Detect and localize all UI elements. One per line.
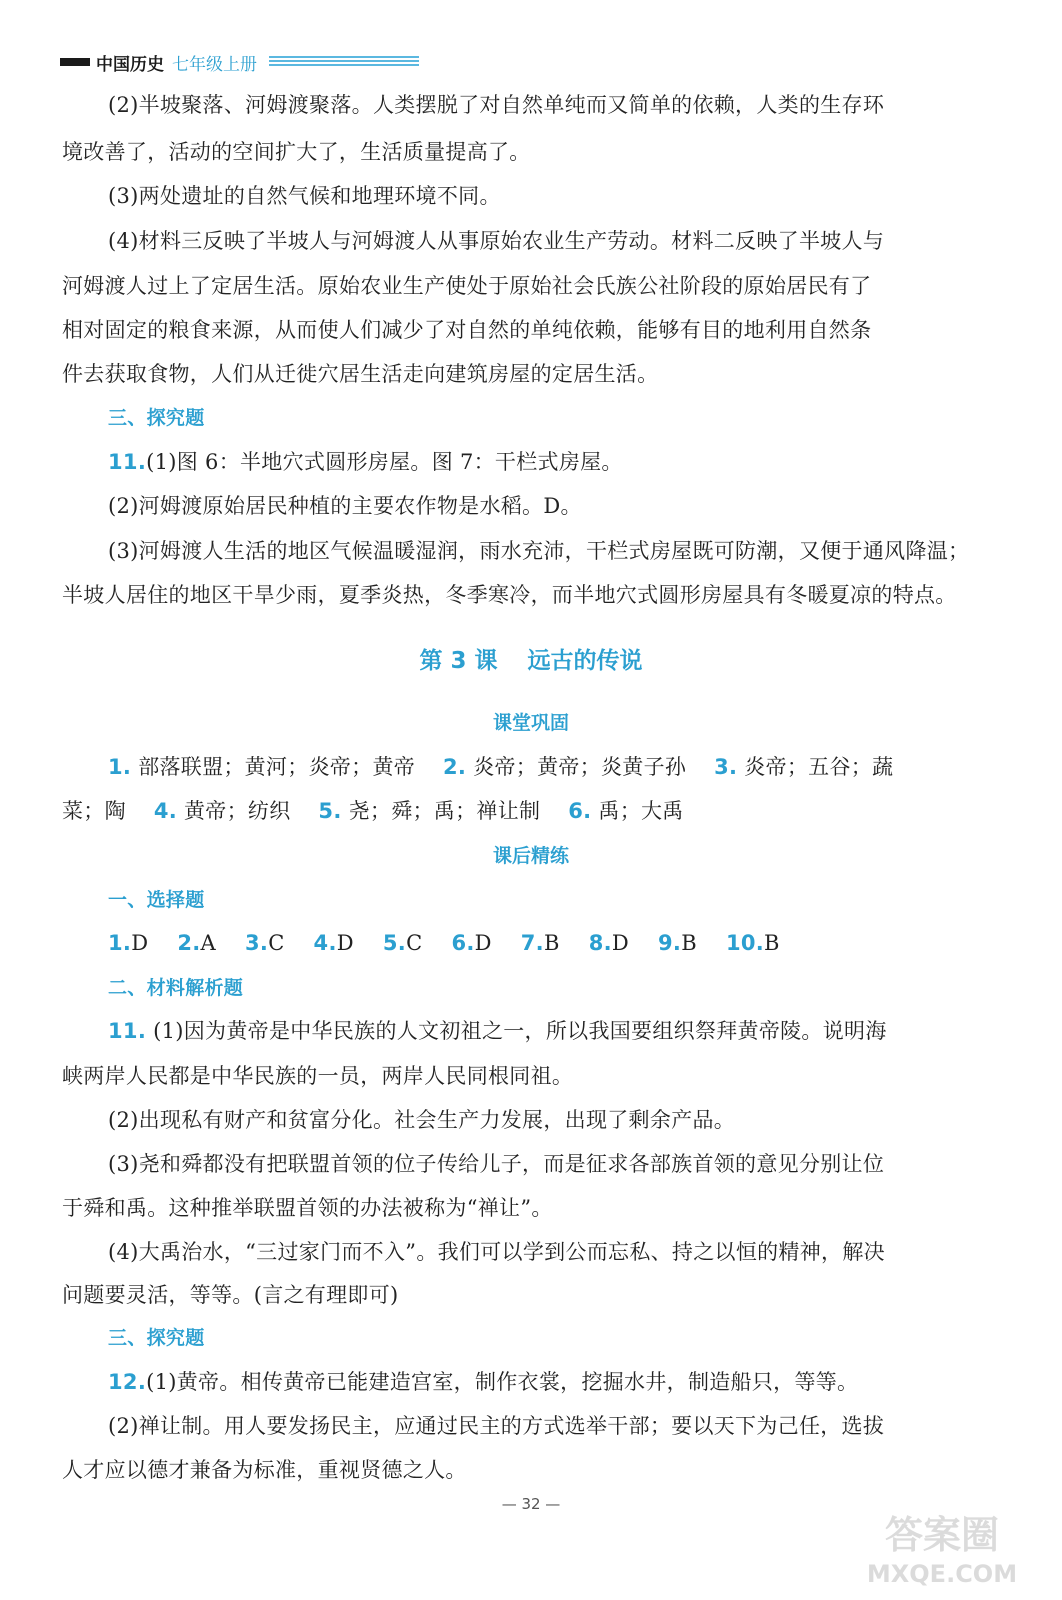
after-q12-part1 [108, 1367, 1028, 1397]
after-q11-part1-line1 [108, 1016, 1028, 1046]
answer-text: (1)图 6：半地穴式圆形房屋。图 7：干栏式房屋。 [146, 450, 623, 474]
question-number: 5. [318, 799, 342, 823]
after-q12-part2-line2: 人才应以德才兼备为标准，重视贤德之人。 [62, 1458, 467, 1482]
choice-answer: 1.D [108, 931, 149, 955]
answer-text: 禹；大禹 [598, 799, 684, 823]
lesson-title [0, 642, 1062, 675]
watermark-logo [852, 1500, 1032, 1590]
question-number: 11. [108, 450, 147, 474]
question-number: 1. [108, 755, 132, 779]
prev-q11-part2: (2)河姆渡原始居民种植的主要农作物是水稻。D。 [108, 494, 582, 518]
multiple-choice-answers [108, 928, 1028, 958]
choice-answer: 5.C [382, 931, 423, 955]
choice-answer: 9.B [658, 931, 697, 955]
after-q11-part1-line2: 峡两岸人民都是中华民族的一员，两岸人民同根同祖。 [62, 1064, 574, 1088]
header-bar-decoration [60, 58, 90, 66]
after-q11-part3-line1: (3)尧和舜都没有把联盟首领的位子传给儿子，而是征求各部族首领的意见分别让位 [108, 1152, 885, 1176]
running-header [60, 50, 419, 74]
choice-answer: 7.B [520, 931, 560, 955]
choice-answer: 6.D [451, 931, 492, 955]
answer-text: (1)因为黄帝是中华民族的人文初祖之一，所以我国要组织祭拜黄帝陵。说明海 [153, 1019, 887, 1043]
choice-answer: 2.A [177, 931, 216, 955]
after-q11-part2: (2)出现私有财产和贫富分化。社会生产力发展，出现了剩余产品。 [108, 1108, 736, 1132]
prev-q4-line3: 相对固定的粮食来源，从而使人们减少了对自然的单纯依赖，能够有目的地利用自然条 [62, 318, 872, 342]
lesson-number: 第 3 课 [419, 648, 498, 674]
answer-text: 尧；舜；禹；禅让制 [348, 799, 541, 823]
lesson-name: 远古的传说 [527, 648, 643, 674]
prev-q2-line2: 境改善了，活动的空间扩大了，生活质量提高了。 [62, 140, 531, 164]
after-q12-part2-line1: (2)禅让制。用人要发扬民主，应通过民主的方式选举干部；要以天下为己任，选拔 [108, 1414, 885, 1438]
choice-answer: 4.D [313, 931, 354, 955]
answer-text: (1)黄帝。相传黄帝已能建造宫室，制作衣裳，挖掘水井，制造船只，等等。 [146, 1370, 859, 1394]
question-number: 11. [108, 1019, 147, 1043]
prev-q2-line1: (2)半坡聚落、河姆渡聚落。人类摆脱了对自然单纯而又简单的依赖，人类的生存环 [108, 93, 885, 117]
header-lines-decoration [269, 56, 419, 68]
after-q11-part4-line2: 问题要灵活，等等。(言之有理即可) [62, 1283, 399, 1307]
watermark-text-cn: 答案圈 [884, 1513, 1000, 1557]
answer-text: 部落联盟；黄河；炎帝；黄帝 [138, 755, 416, 779]
after-q11-part4-line1: (4)大禹治水，“三过家门而不入”。我们可以学到公而忘私、持之以恒的精神，解决 [108, 1240, 885, 1264]
prev-section-inquiry: 三、探究题 [108, 407, 205, 429]
header-grade: 七年级上册 [172, 54, 257, 75]
answer-text: 炎帝；黄帝；炎黄子孙 [473, 755, 687, 779]
choice-answer: 3.C [244, 931, 285, 955]
classroom-line2 [62, 796, 982, 826]
prev-q11-part1 [108, 447, 1028, 477]
question-number: 4. [153, 799, 178, 823]
after-q11-part3-line2: 于舜和禹。这种推举联盟首领的办法被称为“禅让”。 [62, 1196, 553, 1220]
header-book-title: 中国历史 [96, 54, 164, 75]
question-number: 12. [108, 1370, 147, 1394]
prev-q3: (3)两处遗址的自然气候和地理环境不同。 [108, 184, 501, 208]
classroom-heading: 课堂巩固 [492, 712, 569, 734]
question-number: 2. [443, 755, 467, 779]
question-number: 6. [568, 799, 592, 823]
prev-q4-line4: 件去获取食物，人们从迁徙穴居生活走向建筑房屋的定居生活。 [62, 362, 659, 386]
choice-answer: 8.D [588, 931, 630, 955]
section-inquiry: 三、探究题 [108, 1327, 205, 1349]
section-material-analysis: 二、材料解析题 [108, 977, 244, 999]
watermark-text-en: MXQE.COM [866, 1560, 1018, 1588]
prev-q11-part3-line1: (3)河姆渡人生活的地区气候温暖湿润，雨水充沛，干栏式房屋既可防潮，又便于通风降温； [108, 539, 970, 563]
after-class-heading: 课后精练 [492, 845, 569, 867]
question-number: 3. [714, 755, 738, 779]
answer-text: 菜；陶 [62, 799, 126, 823]
choice-answer: 10.B [725, 931, 780, 955]
prev-q4-line2: 河姆渡人过上了定居生活。原始农业生产使处于原始社会氏族公社阶段的原始居民有了 [62, 274, 872, 298]
answer-text: 黄帝；纺织 [184, 799, 291, 823]
section-multiple-choice: 一、选择题 [108, 889, 205, 911]
answer-text: 炎帝；五谷；蔬 [744, 755, 894, 779]
classroom-line1 [108, 752, 1028, 782]
prev-q11-part3-line2: 半坡人居住的地区干旱少雨，夏季炎热，冬季寒冷，而半地穴式圆形房屋具有冬暖夏凉的特点。 [62, 583, 957, 607]
page-number: — 32 — [501, 1495, 561, 1513]
prev-q4-line1: (4)材料三反映了半坡人与河姆渡人从事原始农业生产劳动。材料二反映了半坡人与 [108, 229, 885, 253]
